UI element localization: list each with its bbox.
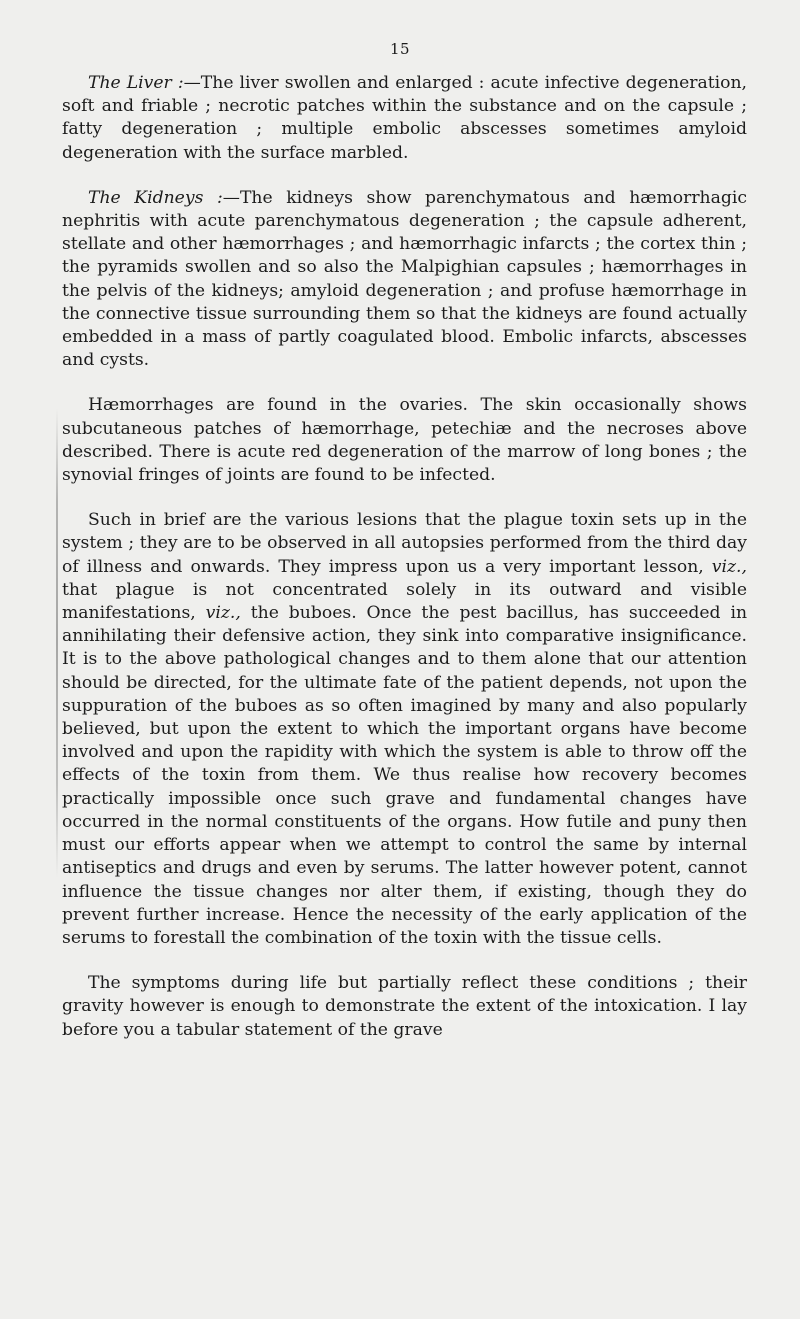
- paragraph-lesions: [62, 509, 747, 950]
- heading-kidneys: The Kidneys :: [88, 187, 223, 208]
- paragraph-lesions-part-3: the buboes. Once the pest bacillus, has succeeded in annihilating their defensive action, they sink into comparative insignificance. It is to the above pathological changes and to them alone that our attention should be directed, for the ultimate fate of the patient depends, not upon the suppuration of the buboes as so often imagined by many and also popularly believed, but upon the extent to which the important organs have become involved and upon the rapidity with which the system is able to throw off the effects of the toxin from them. We thus realise how recovery becomes practically impossible once such grave and fundamental changes have occurred in the normal constituents of the organs. How futile and puny then must our efforts appear when we attempt to control the same by internal antiseptics and drugs and even by serums. The latter however potent, cannot influence the tissue changes nor alter them, if existing, though they do prevent further increase. Hence the necessity of the early application of the serums to forestall the combination of the toxin with the tissue cells.: [62, 603, 748, 948]
- body-text: [62, 72, 747, 1042]
- paragraph-haemorrhages: Hæmorrhages are found in the ovaries. The skin occasionally shows subcutaneous patches of hæmorrhage, petechiæ and the necroses above described. There is acute red degeneration of the marrow of long bones ; the synovial fringes of joints are found to be infected.: [62, 395, 747, 486]
- page-number: 15: [389, 40, 411, 58]
- margin-mark: [56, 408, 58, 878]
- paragraph-liver: [62, 72, 747, 165]
- paragraph-lesions-part-2: that plague is not concentrated solely in its outward and visible manifestations,: [62, 579, 747, 624]
- paragraph-kidneys: [62, 187, 747, 373]
- viz-abbrev-2: viz.,: [205, 603, 241, 624]
- paragraph-kidneys-body: —The kidneys show parenchymatous and hæmorrhagic nephritis with acute parenchymatous degeneration ; the capsule adherent, stellate and other hæmorrhages ; and hæmorrhagic infarcts ; the cortex thin ; the pyramids swollen and so also the Malpighian capsules ; hæmorrhages in the pelvis of the kidneys; amyloid degeneration ; and profuse hæmorrhage in the connective tissue surrounding them so that the kidneys are found actually embedded in a mass of partly coagulated blood. Embolic infarcts, abscesses and cysts.: [62, 187, 747, 371]
- paragraph-symptoms: The symptoms during life but partially reflect these conditions ; their gravity however is enough to demonstrate the extent of the intoxication. I lay before you a tabular statement of the grave: [62, 973, 747, 1040]
- heading-liver: The Liver :: [88, 73, 184, 93]
- paragraph-liver-body: —The liver swollen and enlarged : acute infective degeneration, soft and friable ; necrotic patches within the substance and on the capsule ; fatty degeneration ; multiple embolic abscesses sometimes amyloid degeneration with the surface marbled.: [62, 73, 747, 163]
- viz-abbrev-1: viz.,: [711, 556, 747, 577]
- paragraph-lesions-part-1: Such in brief are the various lesions that the plague toxin sets up in the system ; they are to be observed in all autopsies performed from the third day of illness and onwards. They impress upon us a very important lesson,: [62, 510, 747, 577]
